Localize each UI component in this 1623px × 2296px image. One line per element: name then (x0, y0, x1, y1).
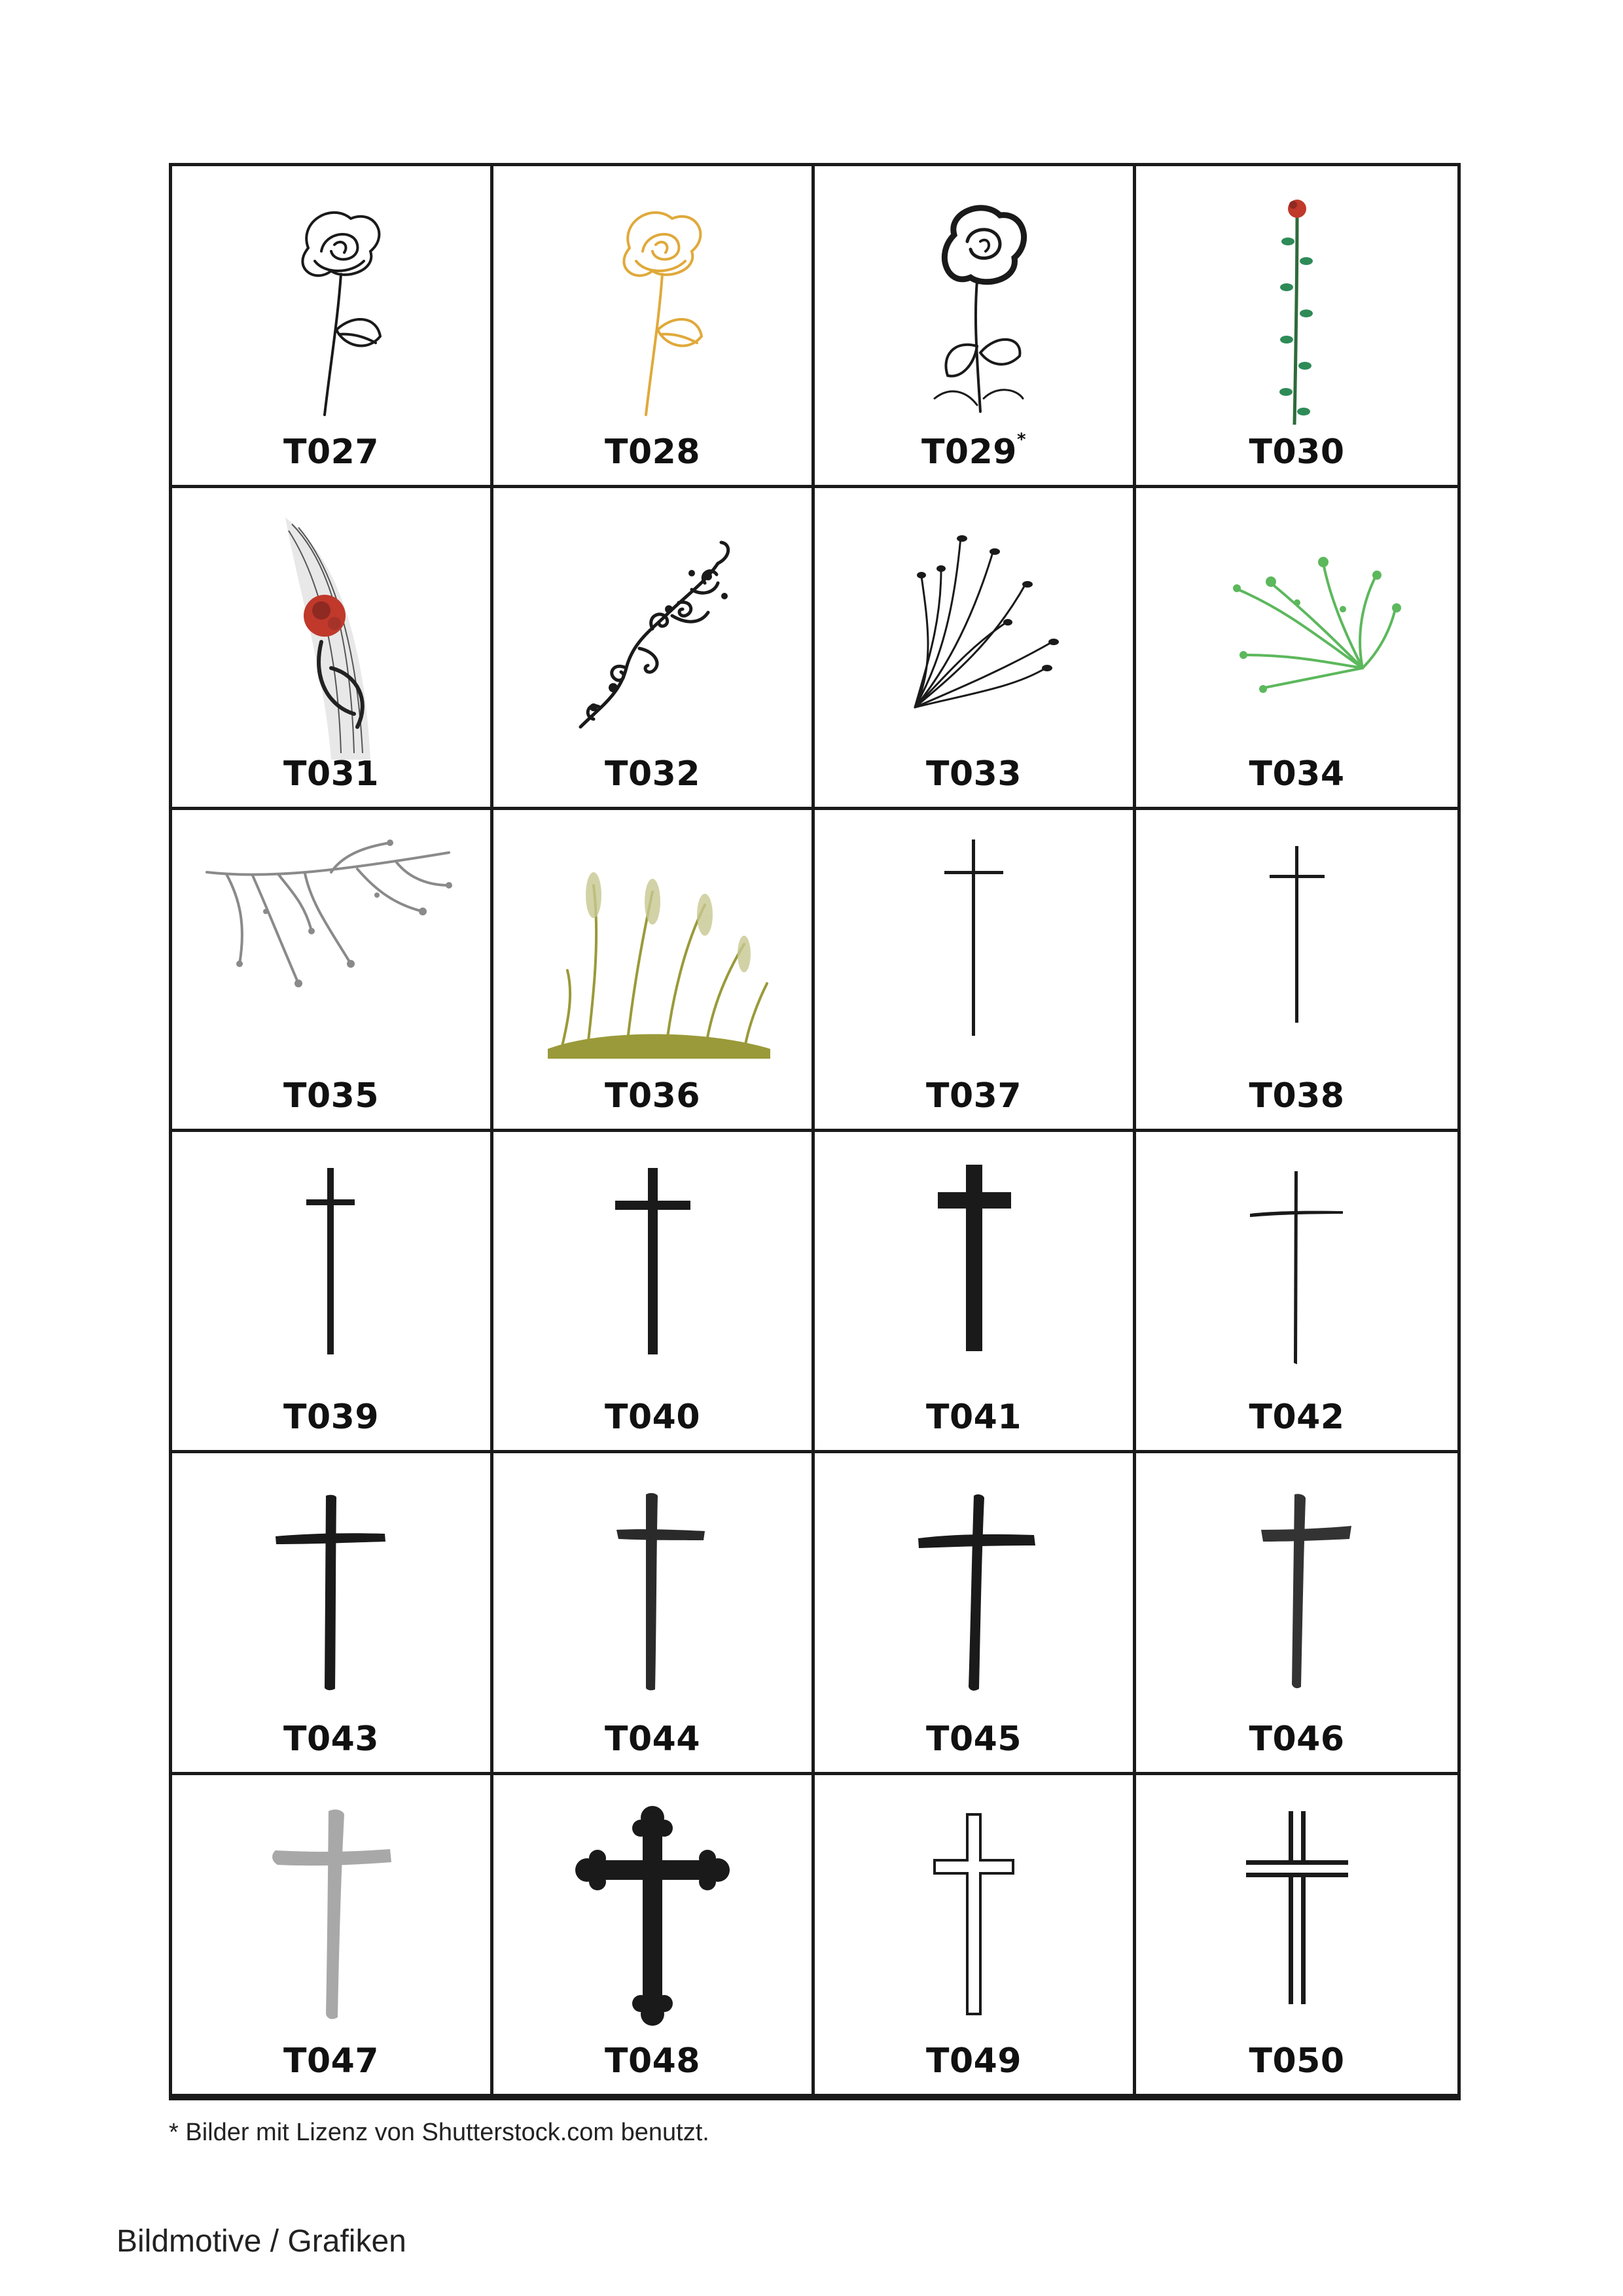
motif-code: T046 (1249, 1720, 1345, 1759)
motif-code: T035 (283, 1076, 379, 1116)
motif-tile (1136, 488, 1457, 810)
motif-code: T040 (604, 1398, 700, 1438)
motif-tile (815, 166, 1136, 488)
cross-icon (522, 1155, 783, 1404)
motif-code: T048 (604, 2041, 700, 2081)
motif-tile (493, 810, 815, 1132)
motif-tile (1136, 1775, 1457, 2097)
motif-tile (1136, 166, 1457, 488)
motif-tile (1136, 810, 1457, 1132)
motif-code: T031 (283, 754, 379, 794)
motif-tile (815, 1775, 1136, 2097)
red-rose-ornament-icon (200, 511, 462, 760)
motif-tile (815, 1132, 1136, 1454)
motif-tile (493, 1132, 815, 1454)
budded-cross-icon (522, 1798, 783, 2047)
motif-code: T029* (921, 429, 1027, 472)
thin-cross-icon (1166, 833, 1428, 1082)
rose-brush-black-icon (843, 189, 1105, 438)
motif-tile (172, 1775, 493, 2097)
motif-tile (493, 166, 815, 488)
pampas-grass-icon (522, 833, 783, 1082)
motif-grid (169, 163, 1461, 2100)
motif-tile (493, 1775, 815, 2097)
motif-tile (172, 810, 493, 1132)
motif-tile (1136, 1132, 1457, 1454)
thin-cross-icon (843, 833, 1105, 1082)
motif-tile (172, 166, 493, 488)
motif-code: T034 (1249, 754, 1345, 794)
rose-outline-black-icon (200, 189, 462, 438)
motif-code: T039 (283, 1398, 379, 1438)
motif-tile (815, 1453, 1136, 1775)
motif-tile (1136, 1453, 1457, 1775)
motif-tile (172, 1132, 493, 1454)
brush-cross-icon (1166, 1476, 1428, 1725)
license-footnote: * Bilder mit Lizenz von Shutterstock.com benutzt. (169, 2119, 709, 2146)
brush-cross-icon (522, 1476, 783, 1725)
motif-code: T038 (1249, 1076, 1345, 1116)
brush-cross-icon (843, 1476, 1105, 1725)
motif-tile (172, 488, 493, 810)
motif-code: T036 (604, 1076, 700, 1116)
page-footer-title: Bildmotive / Grafiken (116, 2224, 406, 2259)
motif-tile (493, 488, 815, 810)
motif-code: T030 (1249, 432, 1345, 472)
double-line-cross-icon (1166, 1798, 1428, 2047)
bare-branch-icon (200, 833, 462, 1082)
motif-tile (172, 1453, 493, 1775)
motif-code: T049 (925, 2041, 1022, 2081)
motif-code: T041 (925, 1398, 1022, 1438)
cross-icon (200, 1155, 462, 1404)
outline-cross-icon (843, 1798, 1105, 2047)
motif-tile (493, 1453, 815, 1775)
motif-code: T027 (283, 432, 379, 472)
motif-tile (815, 488, 1136, 810)
motif-code: T043 (283, 1720, 379, 1759)
motif-code: T050 (1249, 2041, 1345, 2081)
motif-code: T028 (604, 432, 700, 472)
sketch-cross-icon (1166, 1155, 1428, 1404)
grass-bouquet-icon (843, 511, 1105, 760)
motif-code: T044 (604, 1720, 700, 1759)
motif-code: T042 (1249, 1398, 1345, 1438)
brush-cross-icon (200, 1476, 462, 1725)
motif-code: T047 (283, 2041, 379, 2081)
motif-code: T045 (925, 1720, 1022, 1759)
motif-code: T037 (925, 1076, 1022, 1116)
motif-tile (815, 810, 1136, 1132)
rose-outline-gold-icon (522, 189, 783, 438)
motif-code: T033 (925, 754, 1022, 794)
bold-cross-icon (843, 1155, 1105, 1404)
swirl-ornament-icon (522, 511, 783, 760)
green-floral-spray-icon (1166, 511, 1428, 760)
grey-brush-cross-icon (200, 1798, 462, 2047)
motif-code: T032 (604, 754, 700, 794)
long-stem-red-rose-icon (1166, 189, 1428, 438)
